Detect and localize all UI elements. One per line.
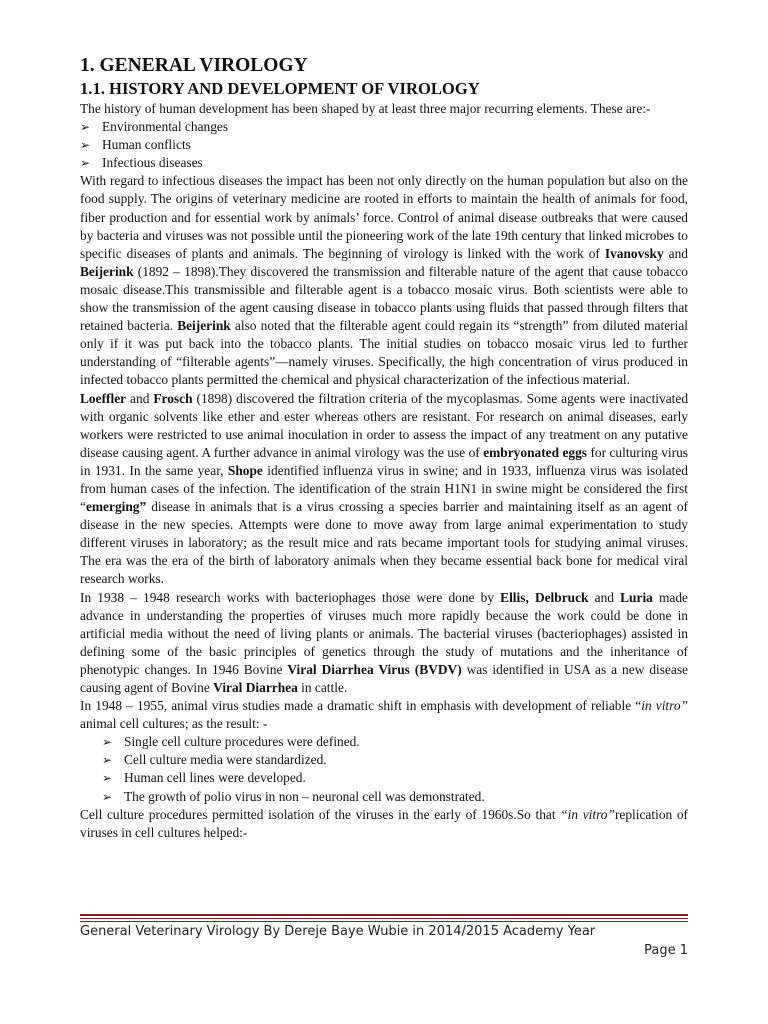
- name-frosch: Frosch: [153, 390, 193, 406]
- list-item: ➢ Human cell lines were developed.: [102, 769, 688, 787]
- name-shope: Shope: [227, 462, 263, 478]
- section-heading: 1.1. HISTORY AND DEVELOPMENT OF VIROLOGY: [80, 79, 480, 98]
- name-beijerink: Beijerink: [80, 263, 134, 279]
- list-item: ➢ Environmental changes: [80, 118, 688, 136]
- name-luria: Luria: [620, 589, 653, 605]
- elements-list: [80, 118, 688, 172]
- name-beijerink: Beijerink: [177, 318, 231, 334]
- intro-paragraph: The history of human development has been shaped by at least three major recurring elements. These are:-: [80, 101, 651, 116]
- list-item: ➢ Single cell culture procedures were defined.: [102, 733, 688, 751]
- page-number: Page 1: [644, 943, 688, 958]
- paragraph-bacteriophages: In 1938 – 1948 research works with bacteriophages those were done by Ellis, Delbruck and Luria made advance in understanding the properties of viruses much more rapidly because the work could be done in artificial media without the need of living plants or animals. The bacterial viruses (bacteriophages) assisted in defining some of the basic principles of genetics through the study of mutations and the inheritance of phenotypic changes. In 1946 Bovine Viral Diarrhea Virus (BVDV) was identified in USA as a new disease causing agent of Bovine Viral Diarrhea in cattle.: [80, 589, 689, 695]
- list-item: ➢ The growth of polio virus in non – neuronal cell was demonstrated.: [102, 788, 688, 806]
- document-body: [80, 54, 688, 842]
- results-list: [80, 733, 688, 805]
- paragraph-cell-cultures: In 1948 – 1955, animal virus studies made a dramatic shift in emphasis with development of reliable “in vitro” animal cell cultures; as the result: -: [80, 698, 688, 732]
- chapter-heading: 1. GENERAL VIROLOGY: [80, 55, 308, 76]
- paragraph-isolation: Cell culture procedures permitted isolation of the viruses in the early of 1960s.So that “in vitro”replication of viruses in cell cultures helped:-: [80, 806, 688, 840]
- paragraph-infectious-diseases: With regard to infectious diseases the impact has been not only directly on the human population but also on the food supply. The origins of veterinary medicine are rooted in efforts to maintain the health of animals for food, fiber production and for essential work by animals’ force. Control of animal disease outbreaks that were caused by bacteria and viruses was not possible until the pioneering work of the late 19th century that linked microbes to specific diseases of plants and animals. The beginning of virology is linked with the work of Ivanovsky and Beijerink (1892 – 1898).They discovered the transmission and filterable nature of the agent that cause tobacco mosaic disease.This transmissible and filterable agent is a tobacco mosaic virus. Both scientists were able to show the transmission of the agent causing disease in tobacco plants using fluids that passed through filters that retained bacteria. Beijerink also noted that the filterable agent could regain its “strength” from diluted material only if it was put back into the tobacco plants. The initial studies on tobacco mosaic virus led to further understanding of “filterable agents”—namely viruses. Specifically, the high concentration of virus produced in infected tobacco plants permitted the chemical and physical characterization of the infectious material.: [80, 173, 689, 388]
- term-embryonated-eggs: embryonated eggs: [483, 444, 588, 460]
- term-emerging: emerging”: [85, 499, 147, 515]
- term-bvdv: Viral Diarrhea Virus (BVDV): [287, 661, 462, 677]
- list-item: ➢ Infectious diseases: [80, 154, 688, 172]
- term-in-vitro: “in vitro”: [560, 806, 615, 822]
- term-viral-diarrhea: Viral Diarrhea: [213, 680, 298, 695]
- footer-text: General Veterinary Virology By Dereje Baye Wubie in 2014/2015 Academy Year: [80, 924, 596, 939]
- name-ivanovsky: Ivanovsky: [604, 245, 664, 261]
- footer-rule: [80, 914, 688, 922]
- name-loeffler: Loeffler: [80, 390, 127, 406]
- list-item: ➢ Cell culture media were standardized.: [102, 751, 688, 769]
- paragraph-loeffler-frosch: Loeffler and Frosch (1898) discovered the filtration criteria of the mycoplasmas. Some agents were inactivated with organic solvents like ether and ester whereas others are resistant. For research on animal diseases, early workers were restricted to use animal inoculation in order to assess the impact of any treatment on any putative disease causing agent. A further advance in animal virology was the use of embryonated eggs for culturing virus in 1931. In the same year, Shope identified influenza virus in swine; and in 1933, influenza virus was isolated from human cases of the infection. The identification of the strain H1N1 in swine might be considered the first “emerging” disease in animals that is a virus crossing a species barrier and maintaining itself as an agent of disease in the new species. Attempts were done to move away from large animal experimentation to study different viruses in laboratory; as the result mice and rats became important tools for studying animal viruses. The era was the era of the birth of laboratory animals when they became essential back bone for medical viral research works.: [80, 390, 689, 587]
- term-in-vitro: in vitro”: [641, 698, 688, 714]
- list-item: ➢ Human conflicts: [80, 136, 688, 154]
- name-ellis-delbruck: Ellis, Delbruck: [500, 589, 589, 605]
